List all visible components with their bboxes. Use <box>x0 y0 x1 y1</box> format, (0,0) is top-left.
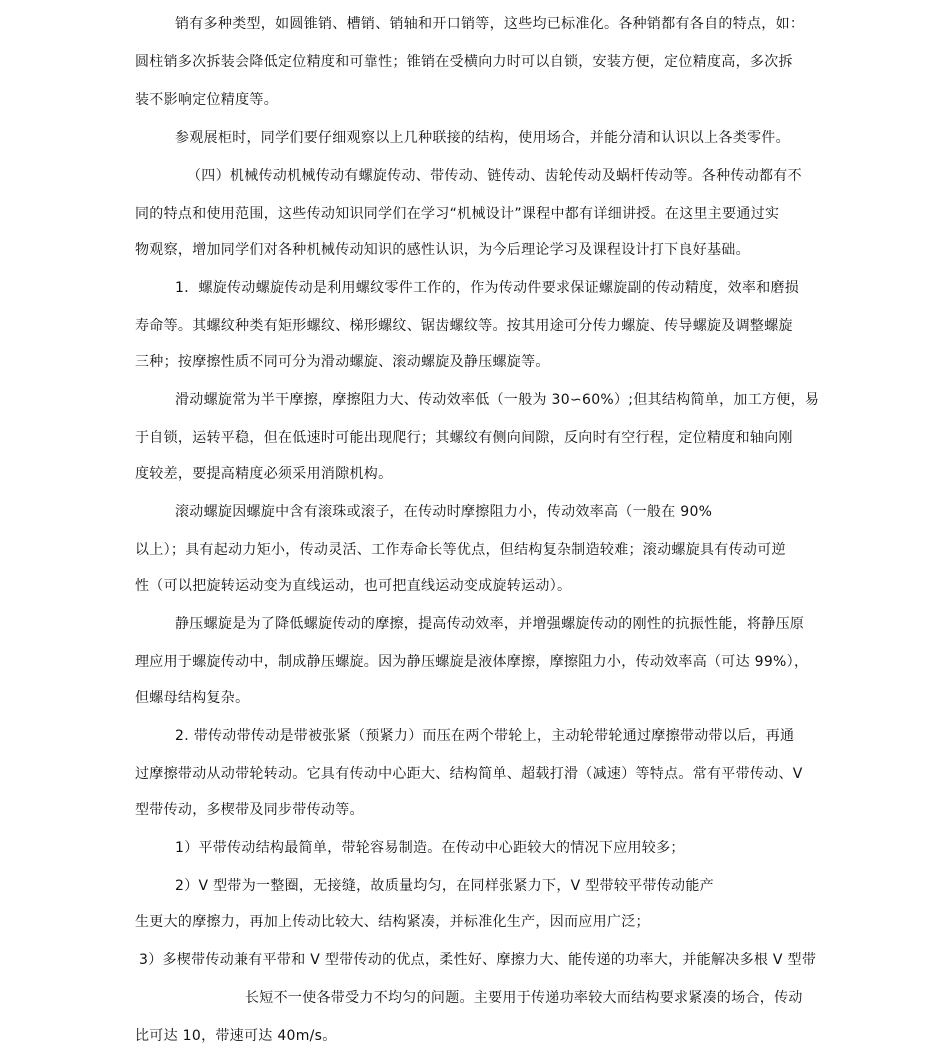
text-line: 理应用于螺旋传动中，制成静压螺旋。因为静压螺旋是液体摩擦，摩擦阻力小，传动效率高（可达 99%）， <box>135 654 809 670</box>
text-line: 三种；按摩擦性质不同可分为滑动螺旋、滚动螺旋及静压螺旋等。 <box>135 354 550 370</box>
text-line: 参观展柜时，同学们要仔细观察以上几种联接的结构，使用场合，并能分清和认识以上各类零件。 <box>175 130 790 146</box>
text-line: 2. 带传动带传动是带被张紧（预紧力）而压在两个带轮上，主动轮带轮通过摩擦带动带以后，再通 <box>175 728 795 744</box>
text-line: 1）平带传动结构最简单，带轮容易制造。在传动中心距较大的情况下应用较多； <box>175 840 685 856</box>
text-line: 3）多楔带传动兼有平带和 V 型带传动的优点，柔性好、摩擦力大、能传递的功率大，并能解决多根 V 型带 <box>139 952 817 968</box>
text-line: 同的特点和使用范围，这些传动知识同学们在学习“机械设计”课程中都有详细讲授。在这里主要通过实 <box>135 206 780 222</box>
text-line: 滑动螺旋常为半干摩擦，摩擦阻力大、传动效率低（一般为 30∽60%）;但其结构简单，加工方便，易 <box>175 392 820 408</box>
text-line: 性（可以把旋转运动变为直线运动，也可把直线运动变成旋转运动）。 <box>135 578 572 594</box>
text-line: 度较差，要提高精度必须采用消隙机构。 <box>135 466 393 482</box>
text-line: 装不影响定位精度等。 <box>135 92 278 108</box>
text-line: 寿命等。其螺纹种类有矩形螺纹、梯形螺纹、锯齿螺纹等。按其用途可分传力螺旋、传导螺旋及调整螺旋 <box>135 318 793 334</box>
text-line: 2）V 型带为一整圈，无接缝，故质量均匀，在同样张紧力下，V 型带较平带传动能产 <box>175 878 714 894</box>
text-line: 过摩擦带动从动带轮转动。它具有传动中心距大、结构简单、超载打滑（减速）等特点。常有平带传动、V <box>135 766 803 782</box>
text-line: 物观察，增加同学们对各种机械传动知识的感性认识，为今后理论学习及课程设计打下良好基础。 <box>135 242 750 258</box>
text-line: 销有多种类型，如圆锥销、槽销、销轴和开口销等，这些均已标准化。各种销都有各自的特点，如： <box>175 16 805 32</box>
text-line: 滚动螺旋因螺旋中含有滚珠或滚子，在传动时摩擦阻力小，传动效率高（一般在 90% <box>175 504 713 520</box>
text-line: 长短不一使各带受力不均匀的问题。主要用于传递功率较大而结构要求紧凑的场合，传动 <box>245 990 803 1006</box>
text-line: 于自锁，运转平稳，但在低速时可能出现爬行；其螺纹有侧向间隙，反向时有空行程，定位精度和轴向刚 <box>135 430 793 446</box>
text-line: 1．螺旋传动螺旋传动是利用螺纹零件工作的，作为传动件要求保证螺旋副的传动精度，效率和磨损 <box>175 280 800 296</box>
text-line: 静压螺旋是为了降低螺旋传动的摩擦，提高传动效率，并增强螺旋传动的刚性的抗振性能，将静压原 <box>175 616 805 632</box>
text-line: 圆柱销多次拆装会降低定位精度和可靠性；锥销在受横向力时可以自锁，安装方便，定位精度高，多次拆 <box>135 54 793 70</box>
text-line: （四）机械传动机械传动有螺旋传动、带传动、链传动、齿轮传动及蜗杆传动等。各种传动都有不 <box>187 168 802 184</box>
text-line: 但螺母结构复杂。 <box>135 690 250 706</box>
text-line: 生更大的摩擦力，再加上传动比较大、结构紧凑，并标准化生产，因而应用广泛； <box>135 914 650 930</box>
text-line: 型带传动，多楔带及同步带传动等。 <box>135 802 364 818</box>
text-line: 以上）；具有起动力矩小，传动灵活、工作寿命长等优点，但结构复杂制造较难；滚动螺旋具有传动可逆 <box>135 542 786 558</box>
text-line: 比可达 10，带速可达 40m/s。 <box>135 1028 337 1044</box>
